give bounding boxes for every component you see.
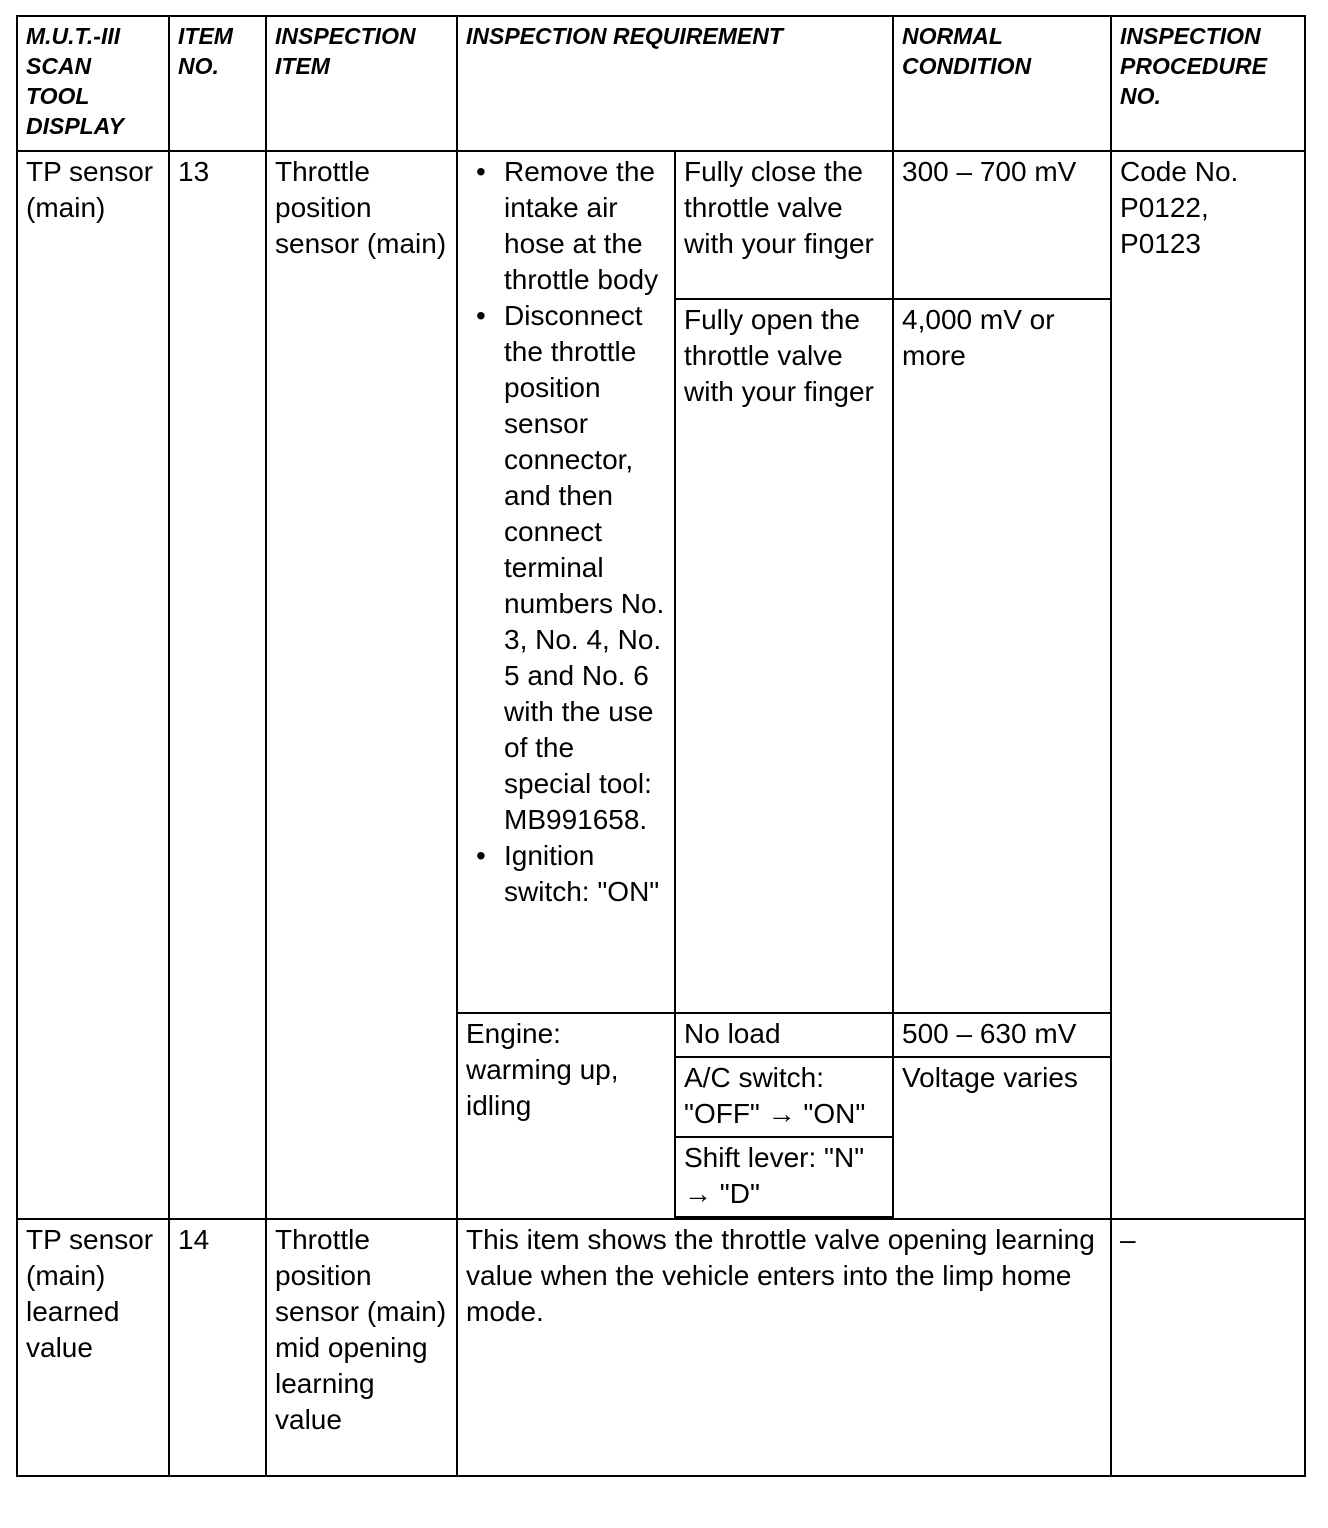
row13-item-no: 13: [169, 151, 266, 1219]
header-display: M.U.T.-III SCAN TOOL DISPLAY: [17, 16, 169, 151]
header-inspection-requirement: INSPECTION REQUIREMENT: [457, 16, 893, 151]
requirement-bullet: • Disconnect the throttle position sensor connector, and then connect terminal numbers No. 3, No. 4, No. 5 and No. 6 with the use of the special tool: MB991658.: [504, 298, 666, 838]
row14-item-no: 14: [169, 1219, 266, 1476]
header-inspection-procedure: INSPECTION PROCEDURE NO.: [1111, 16, 1305, 151]
header-normal-condition: NORMAL CONDITION: [893, 16, 1111, 151]
header-item-no: ITEM NO.: [169, 16, 266, 151]
row13-procedure: Code No. P0122, P0123: [1111, 151, 1305, 1219]
row13-cond-close: Fully close the throttle valve with your finger: [675, 151, 893, 299]
row13-normal-open: 4,000 mV or more: [893, 299, 1111, 1013]
row13-engine-state: Engine: warming up, idling: [457, 1013, 675, 1219]
row13-requirement-bullets: [457, 151, 675, 1013]
row14-inspection-item: Throttle position sensor (main) mid opening learning value: [266, 1219, 457, 1476]
requirement-bullet: • Remove the intake air hose at the throttle body: [504, 154, 666, 298]
requirement-bullet-list: [466, 154, 666, 910]
row14-display: TP sensor (main) learned value: [17, 1219, 169, 1476]
row13-cond-shift: Shift lever: "N" → "D": [675, 1137, 893, 1217]
row13-normal-noload: 500 – 630 mV: [893, 1013, 1111, 1057]
row13-inspection-item: Throttle position sensor (main): [266, 151, 457, 1219]
row13-cond-open: Fully open the throttle valve with your finger: [675, 299, 893, 1013]
row13-normal-close: 300 – 700 mV: [893, 151, 1111, 299]
row14-requirement: This item shows the throttle valve opening learning value when the vehicle enters into the limp home mode.: [457, 1219, 1111, 1476]
table-row: [17, 1219, 1305, 1476]
inspection-table: [16, 15, 1306, 1477]
header-inspection-item: INSPECTION ITEM: [266, 16, 457, 151]
row13-cond-ac: A/C switch: "OFF" → "ON": [675, 1057, 893, 1137]
requirement-bullet: • Ignition switch: "ON": [504, 838, 666, 910]
row13-cond-noload: No load: [675, 1013, 893, 1057]
table-row: [17, 151, 1305, 299]
row13-display: TP sensor (main): [17, 151, 169, 1219]
row14-procedure: –: [1111, 1219, 1305, 1476]
row13-normal-varies: Voltage varies: [893, 1057, 1111, 1219]
header-row: [17, 16, 1305, 151]
